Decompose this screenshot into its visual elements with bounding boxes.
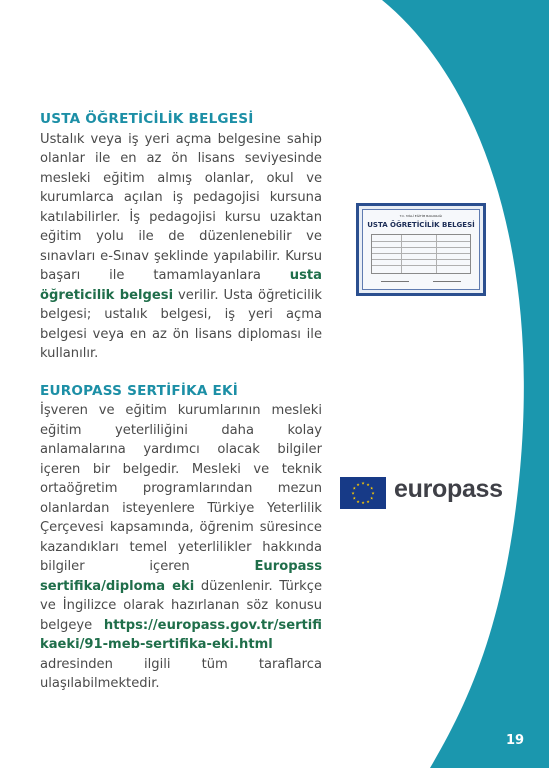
europass-logo-text: europass (394, 475, 503, 503)
page-number: 19 (505, 733, 525, 748)
eu-flag-icon (340, 477, 386, 509)
certificate-signature-right (433, 281, 461, 282)
certificate-table (371, 234, 471, 274)
certificate-title: USTA ÖĞRETİCİLİK BELGESİ (367, 221, 475, 229)
svg-text:★: ★ (369, 495, 374, 501)
usta-certificate-bold: usta öğreticilik belgesi (40, 268, 322, 303)
svg-text:★: ★ (361, 480, 365, 486)
svg-text:★: ★ (366, 498, 370, 504)
certificate-signature-left (381, 281, 409, 282)
europass-supplement-bold: Europass sertifika/diploma eki (40, 559, 322, 594)
svg-text:★: ★ (371, 490, 375, 496)
section-title-europass: EUROPASS SERTİFİKA EKİ (40, 382, 238, 399)
svg-text:★: ★ (352, 485, 357, 491)
svg-text:★: ★ (356, 481, 360, 487)
section-body-europass: İşveren ve eğitim kurumlarının mesleki eğitim yeterliliğini daha kolay anlamalarına yardımcı olacak bilgiler içeren bir belgedir. Mesleki ve teknik ortaöğretim programlarından mezun olanlardan isteyenlere Türkiye Yeterlilik Çerçevesi kapsamında, öğrenim süresince kazandıkları temel yeterlilikler hakkında bilgiler içeren Europass sertifika/diploma eki düzenlenir. Türkçe ve İngilizce olarak hazırlanan söz konusu belgeye https://europass.gov.tr/sertifikaeki/91-meb-sertifika-eki.html adresinden ilgili tüm taraflarca ulaşılabilmektedir. (40, 403, 323, 691)
certificate-image (356, 203, 486, 296)
section-body-usta: Ustalık veya iş yeri açma belgesine sahip olanlar ile en az ön lisans seviyesinde mesleki eğitim almış olanlar, okul ve kurumlarca açılan iş pedagojisi kursuna katılabilirler. İş pedagojisi kursu uzaktan eğitim yolu ile de düzenlenebilir ve sınavları e-Sınav şeklinde yapılabilir. Kursu başarı ile tamamlayanlara usta öğreticilik belgesi verilir. Usta öğreticilik belgesi; ustalık belgesi, iş yeri açma belgesi veya en az ön lisans diploması ile kullanılır. (40, 131, 322, 361)
svg-text:★: ★ (361, 500, 365, 506)
svg-text:★: ★ (366, 481, 370, 487)
section-title-usta: USTA ÖĞRETİCİLİK BELGESİ (40, 111, 254, 127)
certificate-header: T.C. MİLLÎ EĞİTİM BAKANLIĞI (399, 214, 443, 218)
europass-link[interactable]: https://europass.gov.tr/sertifikaeki/91-meb-sertifika-eki.html (40, 617, 322, 652)
svg-text:★: ★ (351, 490, 355, 496)
svg-text:★: ★ (352, 495, 357, 501)
svg-text:★: ★ (369, 485, 374, 491)
main-text-column (40, 110, 322, 694)
svg-text:★: ★ (356, 498, 360, 504)
